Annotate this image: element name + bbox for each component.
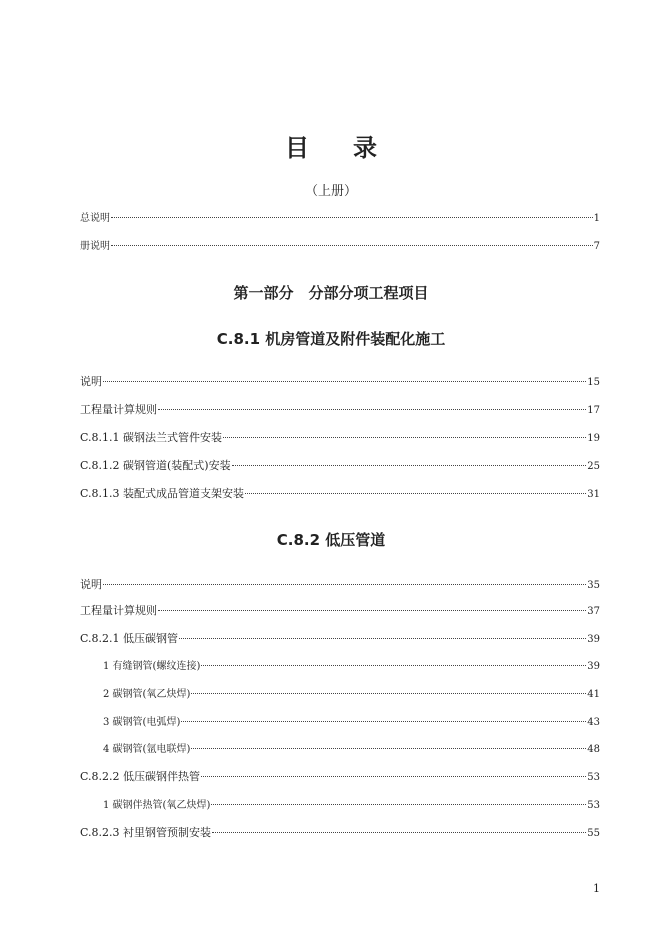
toc-entry-label: 总说明 <box>80 213 110 224</box>
toc-entry-label: C.8.2.2 低压碳钢伴热管 <box>80 770 201 783</box>
toc-entry-label: 1 有缝钢管(螺纹连接) <box>103 661 201 672</box>
page-title: 目录 <box>285 134 421 162</box>
toc-subentry[interactable] <box>103 716 600 730</box>
toc-leader-dots <box>212 832 586 833</box>
toc-entry-page: 39 <box>587 634 600 645</box>
toc-entry-label: 2 碳钢管(氧乙炔焊) <box>103 689 191 700</box>
toc-leader-dots <box>103 584 586 585</box>
toc-leader-dots <box>223 437 586 438</box>
section-title: C.8.1 机房管道及附件装配化施工 <box>216 330 446 348</box>
toc-entry-page: 31 <box>587 489 600 500</box>
toc-subentry[interactable] <box>103 743 600 757</box>
toc-subentry[interactable] <box>103 660 600 674</box>
toc-leader-dots <box>111 217 593 218</box>
toc-leader-dots <box>181 721 586 722</box>
toc-leader-dots <box>111 245 593 246</box>
toc-entry-label: C.8.1.1 碳钢法兰式管件安装 <box>80 431 223 444</box>
toc-leader-dots <box>211 804 586 805</box>
part-title: 第一部分 分部分项工程项目 <box>233 284 429 302</box>
toc-leader-dots <box>103 381 586 382</box>
toc-entry[interactable] <box>80 826 600 841</box>
toc-subentry[interactable] <box>103 688 600 702</box>
toc-leader-dots <box>232 465 587 466</box>
toc-entry-page: 19 <box>587 433 600 444</box>
toc-entry-label: 册说明 <box>80 241 110 252</box>
toc-entry-label: 4 碳钢管(氩电联焊) <box>103 744 191 755</box>
toc-entry[interactable] <box>80 431 600 446</box>
toc-entry-label: C.8.1.3 装配式成品管道支架安装 <box>80 487 245 500</box>
toc-entry-label: C.8.2.1 低压碳钢管 <box>80 632 179 645</box>
toc-leader-dots <box>245 493 586 494</box>
toc-leader-dots <box>201 665 586 666</box>
toc-entry-page: 15 <box>587 377 600 388</box>
toc-entry-page: 37 <box>587 606 600 617</box>
toc-entry-label: 说明 <box>80 578 102 591</box>
toc-entry-page: 53 <box>587 800 600 811</box>
toc-leader-dots <box>191 693 586 694</box>
page-number: 1 <box>593 882 600 895</box>
toc-entry-label: 工程量计算规则 <box>80 604 157 617</box>
toc-leader-dots <box>158 610 586 611</box>
toc-entry-page: 1 <box>593 213 600 224</box>
toc-entry[interactable] <box>80 604 600 619</box>
toc-entry-page: 41 <box>587 689 600 700</box>
toc-entry-page: 35 <box>587 580 600 591</box>
toc-leader-dots <box>158 409 586 410</box>
toc-entry[interactable] <box>80 632 600 647</box>
toc-leader-dots <box>201 776 586 777</box>
toc-entry[interactable] <box>80 459 600 474</box>
toc-entry-label: 说明 <box>80 375 102 388</box>
toc-entry[interactable] <box>80 403 600 418</box>
toc-entry[interactable] <box>80 212 600 226</box>
toc-entry[interactable] <box>80 770 600 785</box>
section-title: C.8.2 低压管道 <box>276 531 386 549</box>
toc-entry-page: 55 <box>587 828 600 839</box>
toc-entry-label: 工程量计算规则 <box>80 403 157 416</box>
toc-entry-label: C.8.2.3 衬里钢管预制安装 <box>80 826 212 839</box>
toc-entry[interactable] <box>80 240 600 254</box>
toc-subentry[interactable] <box>103 799 600 813</box>
toc-entry-page: 17 <box>587 405 600 416</box>
toc-entry[interactable] <box>80 375 600 390</box>
toc-entry-page: 7 <box>593 241 600 252</box>
toc-entry-page: 43 <box>587 717 600 728</box>
toc-entry-label: 3 碳钢管(电弧焊) <box>103 717 181 728</box>
toc-entry-label: C.8.1.2 碳钢管道(装配式)安装 <box>80 459 231 472</box>
toc-leader-dots <box>191 748 586 749</box>
toc-entry-label: 1 碳钢伴热管(氧乙炔焊) <box>103 800 211 811</box>
volume-subtitle: （上册） <box>304 184 357 199</box>
toc-leader-dots <box>179 638 586 639</box>
toc-entry-page: 53 <box>587 772 600 783</box>
toc-entry-page: 39 <box>587 661 600 672</box>
toc-entry-page: 48 <box>587 744 600 755</box>
toc-entry[interactable] <box>80 487 600 502</box>
toc-entry-page: 25 <box>587 461 600 472</box>
toc-entry[interactable] <box>80 578 600 593</box>
